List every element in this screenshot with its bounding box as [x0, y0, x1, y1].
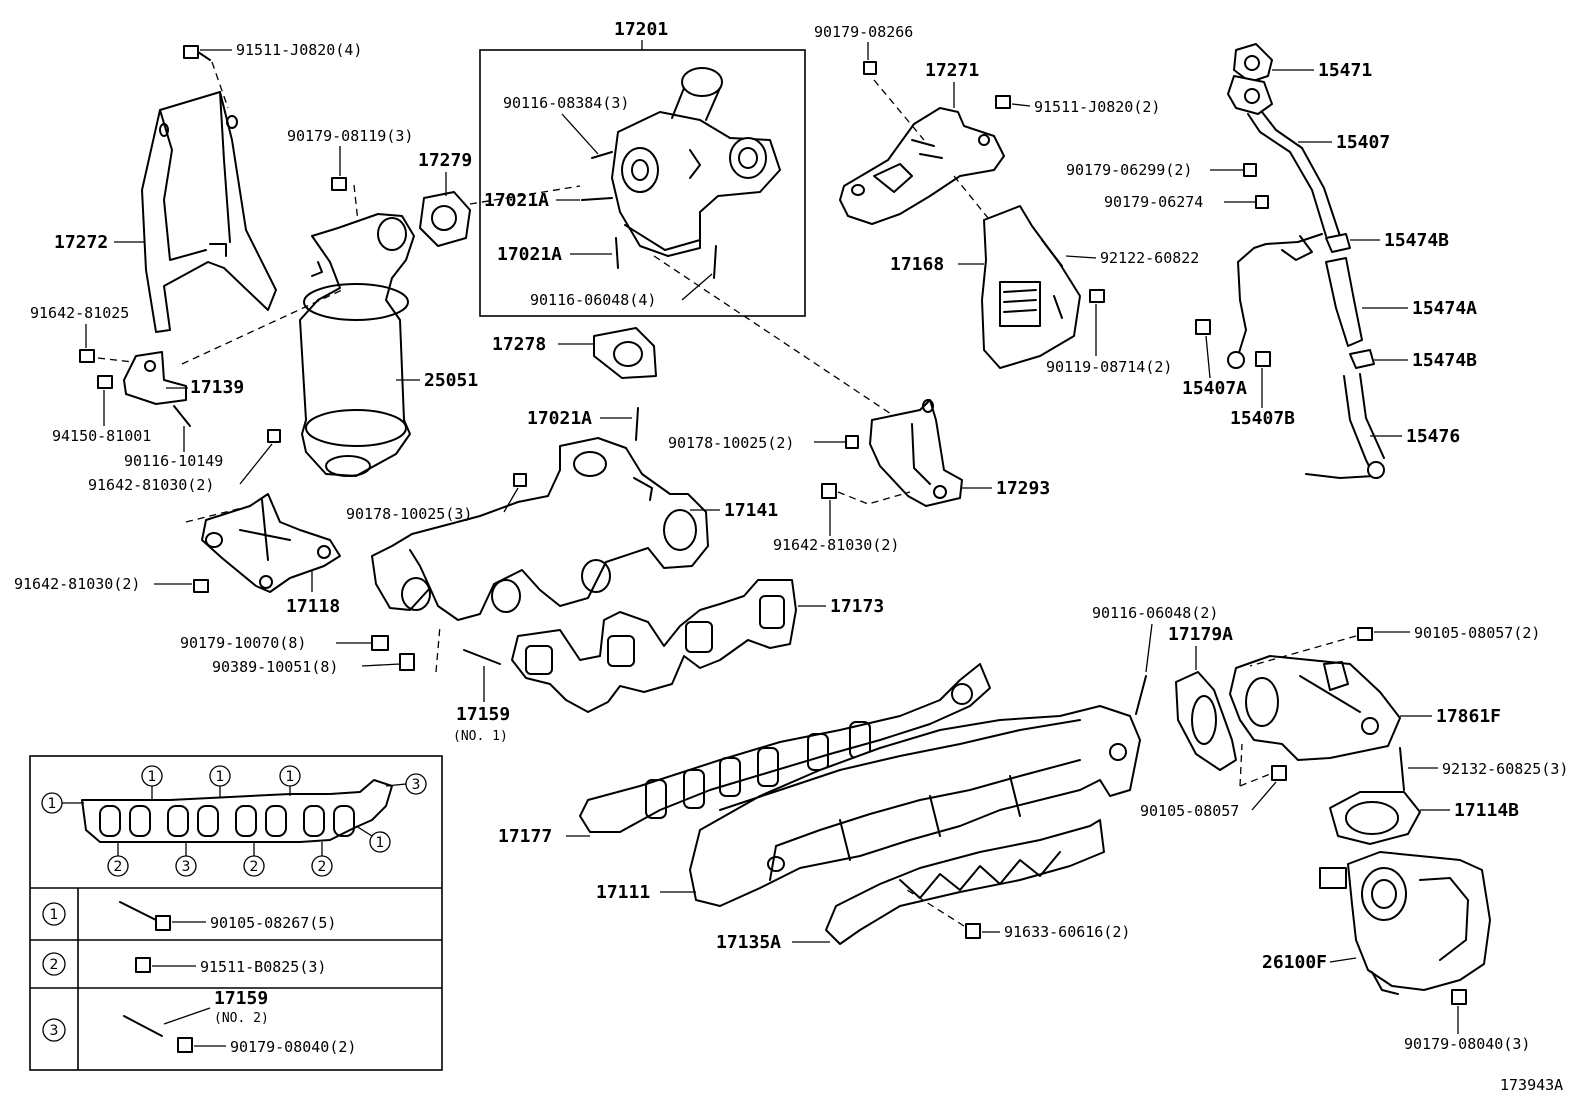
label-90105-08057-2: 90105-08057(2): [1414, 624, 1541, 642]
label-17021A-upper: 17021A: [484, 190, 550, 211]
legend-stud-17159-no2: [124, 1016, 162, 1036]
gasket-17279: [420, 192, 470, 246]
stud-90116-06048: [714, 246, 716, 278]
egr-valve-17861F: [1230, 656, 1400, 760]
label-17278: 17278: [492, 334, 547, 355]
label-17141: 17141: [724, 500, 779, 521]
exhaust-manifold-17141: [372, 438, 708, 620]
legend-label-17159-no2: (NO. 2): [214, 1011, 269, 1026]
label-90178-10025-2: 90178-10025(2): [668, 434, 795, 452]
label-17159: 17159: [456, 704, 511, 725]
label-91511-J0820-4: 91511-J0820(4): [236, 41, 363, 59]
nut-90179-08119: [332, 178, 346, 190]
label-94150-81001: 94150-81001: [52, 427, 152, 445]
label-90179-08266: 90179-08266: [814, 23, 914, 41]
bracket-17293: [870, 400, 962, 506]
stud-92132-60825: [1400, 748, 1404, 790]
label-15407: 15407: [1336, 132, 1391, 153]
stud-17021A-upper: [582, 198, 612, 200]
stud-17021A-lower: [616, 238, 618, 268]
label-17861F: 17861F: [1436, 706, 1502, 727]
bolt-91511-J0820-4: [184, 46, 210, 60]
legend-mark-3-a: 3: [181, 859, 191, 875]
nut-94150-81001: [98, 376, 112, 388]
bolt-91642-81025: [80, 350, 94, 362]
label-17271: 17271: [925, 60, 980, 81]
label-92122-60822: 92122-60822: [1100, 249, 1200, 267]
label-91642-81030-b: 91642-81030(2): [14, 575, 141, 593]
label-17111: 17111: [596, 882, 651, 903]
label-90116-06048-4: 90116-06048(4): [530, 291, 657, 309]
stud-90116-08384: [592, 152, 612, 158]
label-17114B: 17114B: [1454, 800, 1520, 821]
label-90179-10070: 90179-10070(8): [180, 634, 307, 652]
nut-90178-10025-3: [514, 474, 526, 486]
gasket-15407B: [1256, 352, 1270, 366]
label-92132-60825: 92132-60825(3): [1442, 760, 1569, 778]
label-17021A-lower: 17021A: [497, 244, 563, 265]
bolt-90105-08057-2: [1358, 628, 1372, 640]
label-90178-10025-3: 90178-10025(3): [346, 505, 473, 523]
label-17293: 17293: [996, 478, 1051, 499]
label-15407B: 15407B: [1230, 408, 1296, 429]
gasket-17179A: [1176, 672, 1236, 770]
catalytic-converter-25051: [300, 214, 414, 476]
bracket-17139: [124, 352, 186, 404]
bolt-90119-08714: [1090, 290, 1104, 302]
label-17173: 17173: [830, 596, 885, 617]
nut-90179-08040-3: [1452, 990, 1466, 1004]
clamp-15474B-lower: [1350, 350, 1374, 368]
turbocharger-drawing: [612, 68, 780, 256]
nut-90179-08266: [864, 62, 876, 74]
legend-mark-3-right: 3: [411, 777, 421, 793]
nut-90179-10070: [372, 636, 388, 650]
heat-insulator-17272: [142, 92, 276, 332]
legend-label-17159: 17159: [214, 988, 269, 1009]
bolt-91633-60616: [966, 924, 980, 938]
label-17279: 17279: [418, 150, 473, 171]
label-90116-06048-2: 90116-06048(2): [1092, 604, 1219, 622]
label-25051: 25051: [424, 370, 479, 391]
bolt-91642-81030-c: [822, 484, 836, 498]
legend-mark-2-c: 2: [317, 859, 327, 875]
legend-mark-2-b: 2: [249, 859, 259, 875]
gasket-17278: [594, 328, 656, 378]
spacer-90389-10051: [400, 654, 414, 670]
bolt-91642-81030-a: [268, 430, 280, 442]
stud-17021A-center: [636, 408, 638, 440]
label-90119-08714: 90119-08714(2): [1046, 358, 1173, 376]
egr-pipe-15407: [1228, 76, 1340, 368]
label-15474A: 15474A: [1412, 298, 1478, 319]
label-17201: 17201: [614, 19, 669, 40]
bracket-17118: [202, 494, 340, 592]
diagram-code: 173943A: [1500, 1076, 1564, 1094]
label-90116-08384: 90116-08384(3): [503, 94, 630, 112]
clamp-15474B-upper: [1326, 234, 1350, 252]
nut-90179-06274: [1256, 196, 1268, 208]
hose-15474A: [1326, 258, 1362, 346]
label-90179-06299: 90179-06299(2): [1066, 161, 1193, 179]
stud-90116-10149: [174, 406, 190, 426]
label-15471: 15471: [1318, 60, 1373, 81]
stud-17159-no1: [464, 650, 500, 664]
legend-row-mark-1: 1: [49, 907, 59, 923]
legend-label-90179-08040: 90179-08040(2): [230, 1038, 357, 1056]
label-91633-60616: 91633-60616(2): [1004, 923, 1131, 941]
label-90179-08119: 90179-08119(3): [287, 127, 414, 145]
label-17135A: 17135A: [716, 932, 782, 953]
label-17118: 17118: [286, 596, 341, 617]
throttle-body-26100F: [1320, 852, 1490, 994]
label-90116-10149: 90116-10149: [124, 452, 224, 470]
label-15476: 15476: [1406, 426, 1461, 447]
legend-box: [30, 756, 442, 1070]
legend-bolt-91511-B0825: [136, 958, 150, 972]
label-91642-81030-c: 91642-81030(2): [773, 536, 900, 554]
label-17272: 17272: [54, 232, 109, 253]
label-91642-81025: 91642-81025: [30, 304, 130, 322]
legend-mark-1-right: 1: [375, 835, 385, 851]
label-17021A-center: 17021A: [527, 408, 593, 429]
nut-90179-06299: [1244, 164, 1256, 176]
label-15474B-lower: 15474B: [1412, 350, 1478, 371]
legend-mark-1-b: 1: [215, 769, 225, 785]
legend-mark-2-a: 2: [113, 859, 123, 875]
label-90179-08040-3: 90179-08040(3): [1404, 1035, 1531, 1053]
bolt-91642-81030-b: [194, 580, 208, 592]
legend-label-91511-B0825: 91511-B0825(3): [200, 958, 327, 976]
label-90179-06274: 90179-06274: [1104, 193, 1204, 211]
label-90389-10051: 90389-10051(8): [212, 658, 339, 676]
pipe-15476: [1306, 376, 1374, 478]
label-15474B-upper: 15474B: [1384, 230, 1450, 251]
legend-nut-90179-08040: [178, 1038, 192, 1052]
label-90105-08057: 90105-08057: [1140, 802, 1240, 820]
legend-mark-1-c: 1: [285, 769, 295, 785]
bolt-90105-08057: [1272, 766, 1286, 780]
label-91642-81030-a: 91642-81030(2): [88, 476, 215, 494]
legend-bolt-90105-08267: [120, 902, 160, 922]
legend-mark-1-left: 1: [47, 796, 57, 812]
nut-90178-10025-2: [846, 436, 858, 448]
stud-90116-06048-2: [1136, 676, 1146, 714]
legend-row-mark-2: 2: [49, 957, 59, 973]
legend-row-mark-3: 3: [49, 1023, 59, 1039]
bolt-91511-J0820-2: [996, 96, 1010, 108]
bolt-15407A: [1196, 320, 1210, 334]
legend-mark-1-a: 1: [147, 769, 157, 785]
label-17177: 17177: [498, 826, 553, 847]
label-26100F: 26100F: [1262, 952, 1328, 973]
label-17168: 17168: [890, 254, 945, 275]
label-17159-no1: (NO. 1): [453, 729, 508, 744]
legend-label-90105-08267: 90105-08267(5): [210, 914, 337, 932]
heat-insulator-17168: [982, 206, 1080, 368]
label-17179A: 17179A: [1168, 624, 1234, 645]
label-17139: 17139: [190, 377, 245, 398]
label-15407A: 15407A: [1182, 378, 1248, 399]
label-91511-J0820-2: 91511-J0820(2): [1034, 98, 1161, 116]
gasket-17114B: [1330, 792, 1420, 844]
